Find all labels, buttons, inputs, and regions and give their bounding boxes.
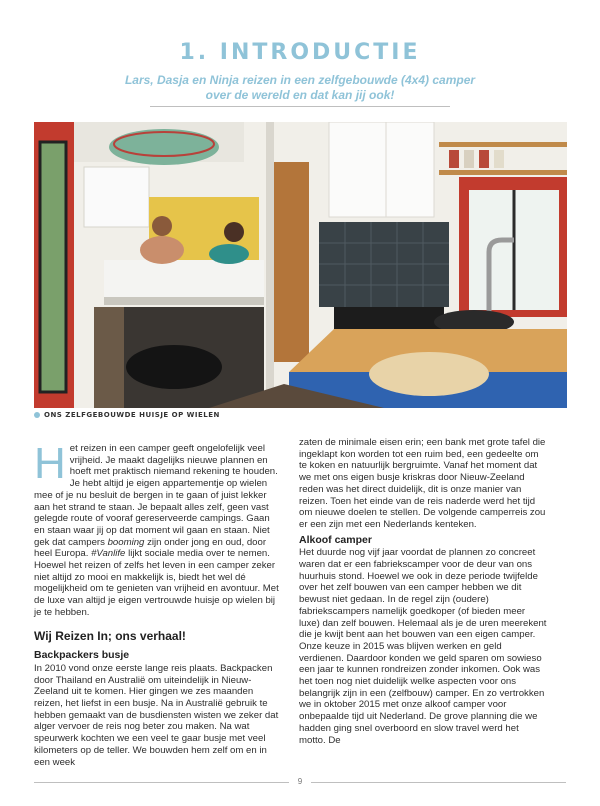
caption-bullet-icon <box>34 412 40 418</box>
intro-text-2: zijn onder jong en oud, door heel Europa. <box>34 536 267 560</box>
left-column <box>34 439 282 768</box>
page-subtitle: Lars, Dasja en Ninja reizen in een zelfgebouwde (4x4) camper over de wereld en dat kan jij ook! <box>124 73 476 102</box>
intro-emphasis-vanlife: #Vanlife <box>91 548 126 560</box>
backpackers-paragraph: In 2010 vond onze eerste lange reis plaats. Backpacken door Thailand en Australië om uiteindelijk in Nieuw-Zeeland uit te komen. Hier gingen we zes maanden reizen, het liefst in een busje. Na in Australië gebruik te hebben gemaakt van de busdiensten wisten we zeker dat alger vervoer de reis nog beter zou maken. Na wat speurwerk kochten we een veel te gaar busje met veel kilometers op de teller. We bouwden hem zelf om en in een week <box>34 662 279 768</box>
page-number: 9 <box>297 777 303 786</box>
section-heading: Wij Reizen In; ons verhaal! <box>34 628 186 643</box>
footer-divider-left <box>34 782 289 783</box>
title-divider <box>150 106 450 107</box>
right-paragraph-2: Het duurde nog vijf jaar voordat de plannen zo concreet waren dat er een fabriekscamper voor de deur van ons huurhuis stond. Hoewel we ook in deze periode twijfelde over het zelf bouwen van een camper hebben we dit bewust niet gedaan. In de regel zijn (oudere) fabriekscampers namelijk goedkoper (of bieden meer luxe) dan zelf bouwen. Helemaal als je de uren meerekent die je kwijt bent aan het bouwen van een eigen camper. <box>299 547 547 641</box>
right-paragraph-1: zaten de minimale eisen erin; een bank met grote tafel die ingeklapt kon worden tot een ruim bed, een gedeelte om te koken en natuurlijk bergruimte. Vanaf het moment dat we met ons eigen busje kriskras door Nieuw-Zeeland reden was het direct duidelijk, dit is onze manier van reizen. Toen het einde van de reis naderde werd het tijd om nieuwe doelen te stellen. De volgende camperreis zou er een zijn met een Nederlands kenteken. <box>299 437 546 530</box>
intro-emphasis-booming: booming <box>107 536 145 548</box>
subheading-backpackers-busje: Backpackers busje <box>34 649 130 662</box>
right-paragraph-3: Onze keuze in 2015 was blijven werken en geld verdienen. Daardoor konden we geld sparen om sowieso een jaar te kunnen rondreizen zonder inkomen. Ook was het toen nog niet duidelijk welke aspecten voor ons belangrijk zijn in een (zelfbouw) camper. En zo vertrokken we in oktober 2015 met onze alkoof camper voor onbepaalde tijd uit Nederland. De grove planning die we hadden ging snel overboord en slow travel werd het motto. De <box>299 640 545 746</box>
page-title: 1. INTRODUCTIE <box>179 40 421 65</box>
intro-text-3: lijkt sociale media over te nemen. Hoewel het reizen of zelfs het leven in een camper zeker niet altijd zo mooi en makkelijk is, biedt het wel dé mogelijkheid om te genieten van vrijheid en avontuur. Met de luxe van altijd je eigen vertrouwde huisje op wielen bij je te hebben. <box>34 548 279 618</box>
dropcap-letter: H <box>34 439 66 488</box>
intro-text-1: et reizen in een camper geeft ongelofelijk veel vrijheid. Je maakt dagelijks nieuwe plannen en hoeft met praktisch niemand rekening te houden. Je hebt altijd je eigen appartementje op wielen mee of je nu besluit de bergen in te gaan of juist lekker aan het strand te staan. Je bepaalt alles zelf, geen vast gelegde route of vooraf gereserveerde campings. Gaan en staan waar jij op dat moment wil gaan en staan. Niet gek dat campers <box>34 443 278 548</box>
right-column <box>299 437 547 746</box>
camper-interior-photo <box>34 122 567 408</box>
subheading-alkoof-camper: Alkoof camper <box>299 533 372 546</box>
footer-divider-right <box>311 782 566 783</box>
photo-caption <box>34 411 220 419</box>
intro-paragraph <box>34 439 282 619</box>
photo-caption-text: ONS ZELFGEBOUWDE HUISJE OP WIELEN <box>44 411 220 419</box>
